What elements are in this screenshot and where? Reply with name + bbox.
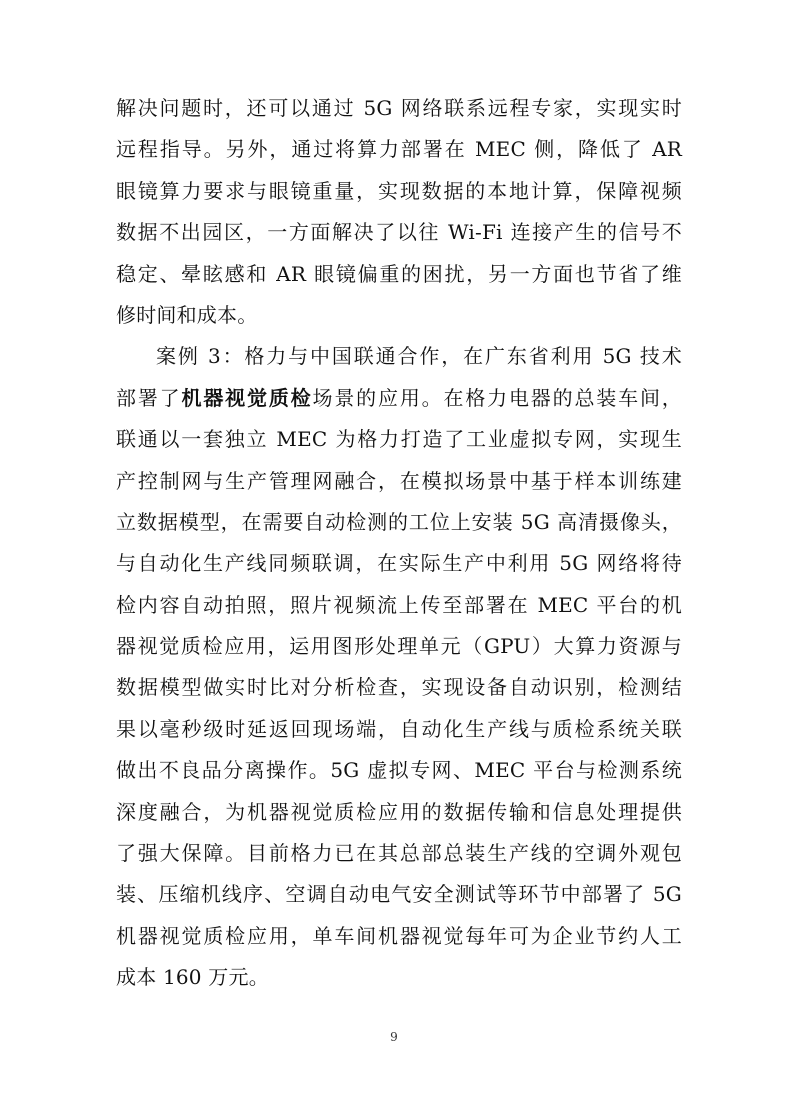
text-line: 与自动化生产线同频联调，在实际生产中利用 5G 网络将待 xyxy=(116,551,682,576)
text-line: 做出不良品分离操作。5G 虚拟专网、MEC 平台与检测系统 xyxy=(116,758,682,783)
text-segment: 场景的应用。在格力电器的总装车间， xyxy=(312,385,682,410)
text-line: 果以毫秒级时延返回现场端，自动化生产线与质检系统关联 xyxy=(116,716,682,741)
paragraph-case-3 xyxy=(116,336,682,998)
text-line: 成本 160 万元。 xyxy=(116,965,269,990)
text-line: 联通以一套独立 MEC 为格力打造了工业虚拟专网，实现生 xyxy=(116,427,682,452)
text-line: 稳定、晕眩感和 AR 眼镜偏重的困扰，另一方面也节省了维 xyxy=(116,261,682,286)
text-line-with-emphasis xyxy=(116,378,682,419)
text-line: 修时间和成本。 xyxy=(116,302,258,327)
text-line: 机器视觉质检应用，单车间机器视觉每年可为企业节约人工 xyxy=(116,923,682,948)
text-line: 数据模型做实时比对分析检查，实现设备自动识别，检测结 xyxy=(116,675,682,700)
paragraph-continued xyxy=(116,88,682,336)
text-line: 深度融合，为机器视觉质检应用的数据传输和信息处理提供 xyxy=(116,799,682,824)
text-line: 产控制网与生产管理网融合，在模拟场景中基于样本训练建 xyxy=(116,468,682,493)
body-text xyxy=(116,88,682,999)
text-line: 眼镜算力要求与眼镜重量，实现数据的本地计算，保障视频 xyxy=(116,178,682,203)
text-line: 立数据模型，在需要自动检测的工位上安装 5G 高清摄像头， xyxy=(116,509,682,534)
text-line: 了强大保障。目前格力已在其总部总装生产线的空调外观包 xyxy=(116,841,682,866)
text-line: 器视觉质检应用，运用图形处理单元（GPU）大算力资源与 xyxy=(116,634,682,659)
text-line: 检内容自动拍照，照片视频流上传至部署在 MEC 平台的机 xyxy=(116,592,682,617)
text-line: 数据不出园区，一方面解决了以往 Wi-Fi 连接产生的信号不 xyxy=(116,220,682,245)
page-number: 9 xyxy=(390,1030,398,1044)
text-line: 装、压缩机线序、空调自动电气安全测试等环节中部署了 5G xyxy=(116,882,682,907)
emphasis-machine-vision: 机器视觉质检 xyxy=(181,385,313,410)
text-segment: 部署了 xyxy=(116,385,182,410)
text-line: 解决问题时，还可以通过 5G 网络联系远程专家，实现实时 xyxy=(116,96,682,120)
text-line: 远程指导。另外，通过将算力部署在 MEC 侧，降低了 AR xyxy=(116,137,682,162)
case-3-heading-line: 案例 3：格力与中国联通合作，在广东省利用 5G 技术 xyxy=(156,344,682,369)
